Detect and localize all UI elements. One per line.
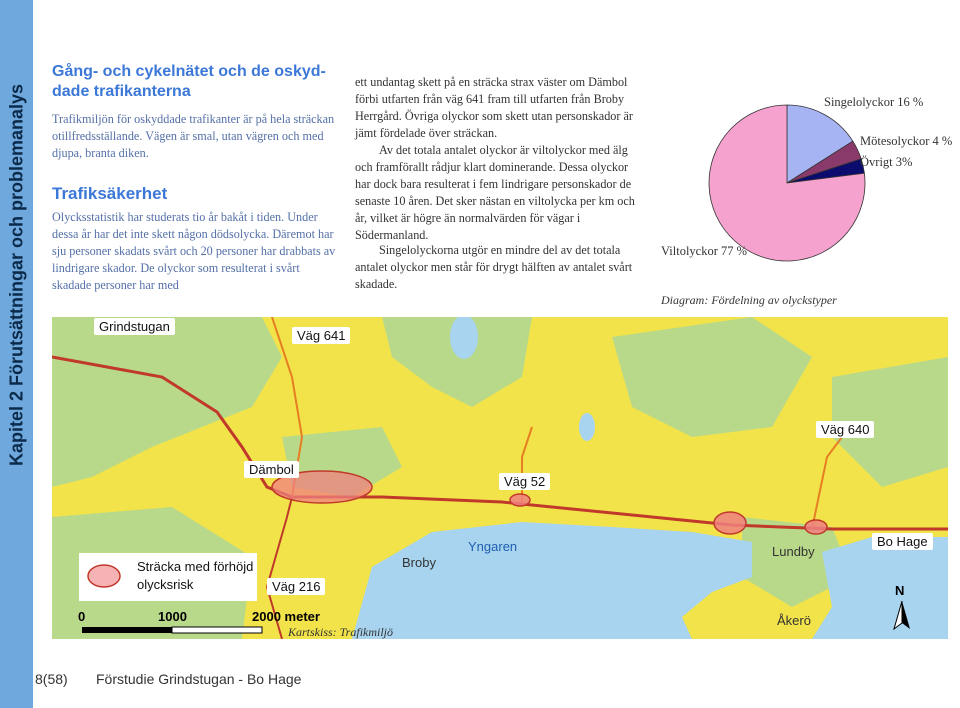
north-arrow-half [902, 601, 910, 629]
wildlife-paragraph: Av det totala antalet olyckor är viltolyckor med älg och framförallt rådjur klart dominerande. Dessa olyckor har dock bara resulterat i fem lindrigare personskador de senaste 10 åren. Det sker nästan en viltolycka per km och år, vilket är högre än normalvärden för vägar i Södermanland. [355, 143, 635, 242]
chart-caption: Diagram: Fördelning av olyckstyper [661, 293, 837, 307]
section-heading-line1: Gång- och cykelnätet och de oskyd- [52, 63, 326, 80]
pie-label-head-on: Mötesolyckor 4 % [860, 134, 953, 148]
north-arrow-half [894, 601, 902, 629]
pie-label-wildlife: Viltolyckor 77 % [661, 244, 748, 258]
legend-risk-icon [84, 561, 124, 591]
map-credit: Kartskiss: Trafikmiljö [288, 625, 394, 639]
accident-type-pie-chart [707, 103, 867, 263]
scale-zero: 0 [78, 609, 86, 624]
scale-unit: meter [284, 609, 320, 624]
section-heading-safety: Trafiksäkerhet [52, 184, 168, 203]
document-title: Förstudie Grindstugan - Bo Hage [96, 671, 302, 687]
chapter-title: Kapitel 2 Förutsättningar och problemanalys [6, 83, 27, 467]
chapter-sidebar [0, 0, 33, 708]
map-label-vag641: Väg 641 [292, 327, 350, 344]
small-lake [450, 317, 478, 359]
scale-bar-segment [82, 627, 172, 633]
map-label-lundby: Lundby [772, 544, 815, 559]
legend-text-line2: olycksrisk [137, 577, 194, 592]
legend-text-line1: Sträcka med förhöjd [137, 559, 254, 574]
map-label-akero: Åkerö [777, 613, 811, 628]
pie-label-other: Övrigt 3% [860, 155, 913, 169]
safety-paragraph: Olycksstatistik har studerats tio år bakåt i tiden. Under dessa år har det inte skett någon dödsolycka. Däremot har sju personer skadats svårt och 20 personer har drabbats av lindrigare skador. De olyckor som resulterat i svårt skadade personer har med [52, 210, 336, 292]
scale-end-value: 2000 [252, 609, 281, 624]
scale-mid: 1000 [158, 609, 187, 624]
section-heading-pedestrian [52, 62, 342, 102]
small-lake [579, 413, 595, 441]
map-label-vag52: Väg 52 [499, 473, 550, 490]
risk-area [714, 512, 746, 534]
legend-text [137, 558, 253, 594]
map-label-grindstugan: Grindstugan [94, 318, 175, 335]
map-label-dambol: Dämbol [244, 461, 299, 478]
north-arrow-icon [892, 601, 912, 631]
safety-paragraph-continued: ett undantag skett på en sträcka strax väster om Dämbol förbi utfarten från väg 641 fram till utfarten från Broby Herrgård. Övriga olyckor som skett utan personskador är jämt fördelade över sträckan. [355, 75, 633, 140]
pie-label-single: Singelolyckor 16 % [824, 95, 924, 109]
map-label-yngaren: Yngaren [468, 539, 518, 554]
single-accident-paragraph: Singelolyckorna utgör en mindre del av det totala antalet olyckor men står för drygt hälften av antalet svårt skadade. [355, 243, 633, 291]
risk-area [510, 494, 530, 506]
section-heading-line2: dade trafikanterna [52, 83, 191, 100]
page-number: 8(58) [35, 671, 68, 687]
map-legend [79, 553, 257, 601]
lake-east [812, 537, 948, 639]
north-label: N [895, 583, 905, 598]
risk-area [805, 520, 827, 534]
pedestrian-paragraph: Trafikmiljön för oskyddade trafikanter är på hela sträckan otillfredsställande. Vägen är smal, utan vägren och med djupa, branta diken. [52, 112, 335, 160]
scale-end [252, 609, 320, 624]
map-label-bohage: Bo Hage [872, 533, 933, 550]
scale-bar-segment [172, 627, 262, 633]
map-label-vag216: Väg 216 [267, 578, 325, 595]
map-label-vag640: Väg 640 [816, 421, 874, 438]
map-label-broby: Broby [402, 555, 436, 570]
